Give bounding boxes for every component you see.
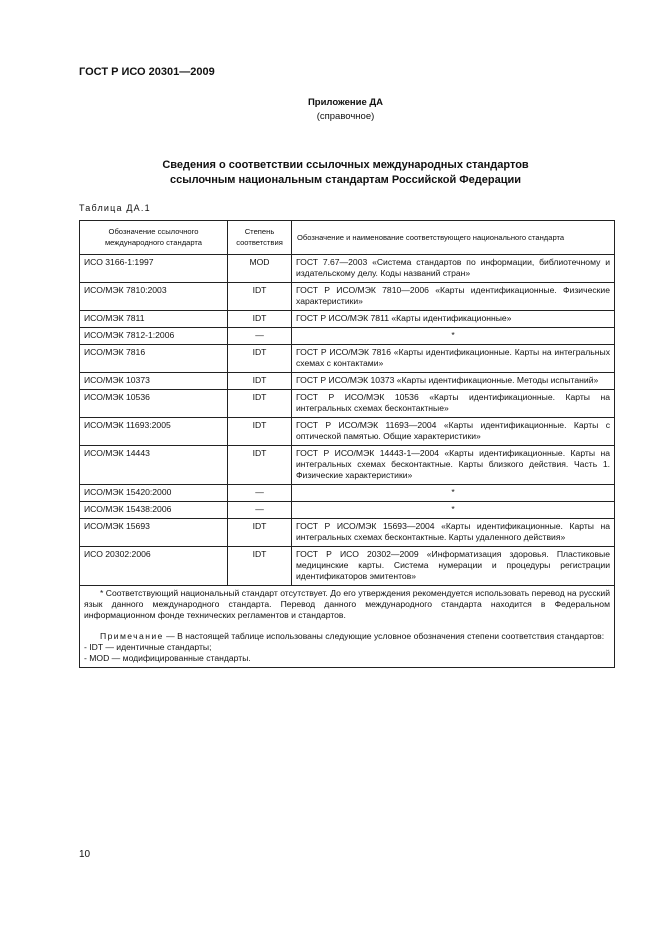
- cell-ref: ИСО/МЭК 15420:2000: [80, 485, 228, 502]
- table-row: [80, 311, 615, 328]
- cell-degree: IDT: [228, 283, 292, 311]
- appendix-title: Приложение ДА: [307, 97, 384, 108]
- cell-ref: ИСО/МЭК 15438:2006: [80, 502, 228, 519]
- note-text: — В настоящей таблице использованы следующие условное обозначения степени соответствия стандартов:: [163, 631, 605, 641]
- table-body: [80, 255, 615, 586]
- note-paragraph: [84, 631, 610, 642]
- cell-ref: ИСО/МЭК 14443: [80, 446, 228, 485]
- cell-ref: ИСО 20302:2006: [80, 547, 228, 586]
- cell-degree: IDT: [228, 446, 292, 485]
- cell-degree: IDT: [228, 390, 292, 418]
- cell-degree: —: [228, 502, 292, 519]
- table-header-row: [80, 221, 615, 255]
- correspondence-table: [79, 220, 615, 668]
- cell-national: *: [292, 502, 615, 519]
- cell-ref: ИСО/МЭК 7812-1:2006: [80, 328, 228, 345]
- appendix-heading: [0, 96, 661, 124]
- table-label: Таблица ДА.1: [79, 203, 151, 213]
- cell-ref: ИСО/МЭК 7816: [80, 345, 228, 373]
- table-row: [80, 390, 615, 418]
- cell-ref: ИСО/МЭК 10373: [80, 373, 228, 390]
- note-item-mod: - MOD — модифицированные стандарты.: [84, 653, 251, 663]
- cell-degree: IDT: [228, 519, 292, 547]
- table-row: [80, 418, 615, 446]
- cell-degree: IDT: [228, 418, 292, 446]
- cell-ref: ИСО/МЭК 10536: [80, 390, 228, 418]
- cell-ref: ИСО/МЭК 7811: [80, 311, 228, 328]
- table-row: [80, 283, 615, 311]
- table-row: [80, 485, 615, 502]
- cell-ref: ИСО 3166-1:1997: [80, 255, 228, 283]
- section-title-line-2: ссылочным национальным стандартам Российской Федерации: [169, 174, 522, 186]
- cell-degree: IDT: [228, 311, 292, 328]
- footnote: * Соответствующий национальный стандарт отсутствует. До его утверждения рекомендуется использовать перевод на русский язык данного международного стандарта. Перевод данного международного стандарта находится в Федеральном информационном фонде технических регламентов и стандартов.: [84, 588, 610, 620]
- note-label: Примечание: [100, 631, 164, 641]
- table-row: [80, 328, 615, 345]
- cell-ref: ИСО/МЭК 7810:2003: [80, 283, 228, 311]
- note-item-idt: - IDT — идентичные стандарты;: [84, 642, 212, 652]
- appendix-subtitle: (справочное): [316, 111, 375, 122]
- cell-national: ГОСТ Р ИСО/МЭК 14443-1—2004 «Карты идентификационные. Карты на интегральных схемах бесконтактные. Карты близкого действия. Часть 1. Физические характеристики»: [292, 446, 615, 485]
- cell-national: ГОСТ Р ИСО/МЭК 15693—2004 «Карты идентификационные. Карты на интегральных схемах бесконтактные. Карты удаленного действия»: [292, 519, 615, 547]
- table-row: [80, 547, 615, 586]
- cell-national: ГОСТ Р ИСО/МЭК 7811 «Карты идентификационные»: [292, 311, 615, 328]
- table-row: [80, 446, 615, 485]
- cell-degree: —: [228, 485, 292, 502]
- cell-degree: IDT: [228, 547, 292, 586]
- table-row: [80, 255, 615, 283]
- table-row: [80, 519, 615, 547]
- section-title-line-1: Сведения о соответствии ссылочных международных стандартов: [162, 159, 529, 171]
- column-header-degree: Степень соответствия: [228, 221, 292, 255]
- cell-national: ГОСТ Р ИСО/МЭК 7810—2006 «Карты идентификационные. Физические характеристики»: [292, 283, 615, 311]
- notes-cell: [80, 586, 615, 668]
- table-row: [80, 502, 615, 519]
- cell-degree: MOD: [228, 255, 292, 283]
- cell-degree: IDT: [228, 373, 292, 390]
- table-row: [80, 345, 615, 373]
- notes-row: [80, 586, 615, 668]
- column-header-ref: Обозначение ссылочного международного стандарта: [80, 221, 228, 255]
- page-number: 10: [79, 849, 91, 860]
- cell-ref: ИСО/МЭК 11693:2005: [80, 418, 228, 446]
- cell-national: ГОСТ Р ИСО 20302—2009 «Информатизация здоровья. Пластиковые медицинские карты. Система нумерации и процедуры регистрации идентификаторов эмитентов»: [292, 547, 615, 586]
- cell-ref: ИСО/МЭК 15693: [80, 519, 228, 547]
- column-header-national: Обозначение и наименование соответствующего национального стандарта: [292, 221, 615, 255]
- cell-national: *: [292, 328, 615, 345]
- cell-national: ГОСТ Р ИСО/МЭК 7816 «Карты идентификационные. Карты на интегральных схемах с контактами»: [292, 345, 615, 373]
- cell-degree: —: [228, 328, 292, 345]
- cell-national: *: [292, 485, 615, 502]
- cell-degree: IDT: [228, 345, 292, 373]
- document-header: ГОСТ Р ИСО 20301—2009: [79, 66, 215, 78]
- table-row: [80, 373, 615, 390]
- section-title: [0, 158, 661, 188]
- cell-national: ГОСТ Р ИСО/МЭК 11693—2004 «Карты идентификационные. Карты с оптической памятью. Общие характеристики»: [292, 418, 615, 446]
- cell-national: ГОСТ Р ИСО/МЭК 10536 «Карты идентификационные. Карты на интегральных схемах бесконтактные»: [292, 390, 615, 418]
- cell-national: ГОСТ 7.67—2003 «Система стандартов по информации, библиотечному и издательскому делу. Коды названий стран»: [292, 255, 615, 283]
- cell-national: ГОСТ Р ИСО/МЭК 10373 «Карты идентификационные. Методы испытаний»: [292, 373, 615, 390]
